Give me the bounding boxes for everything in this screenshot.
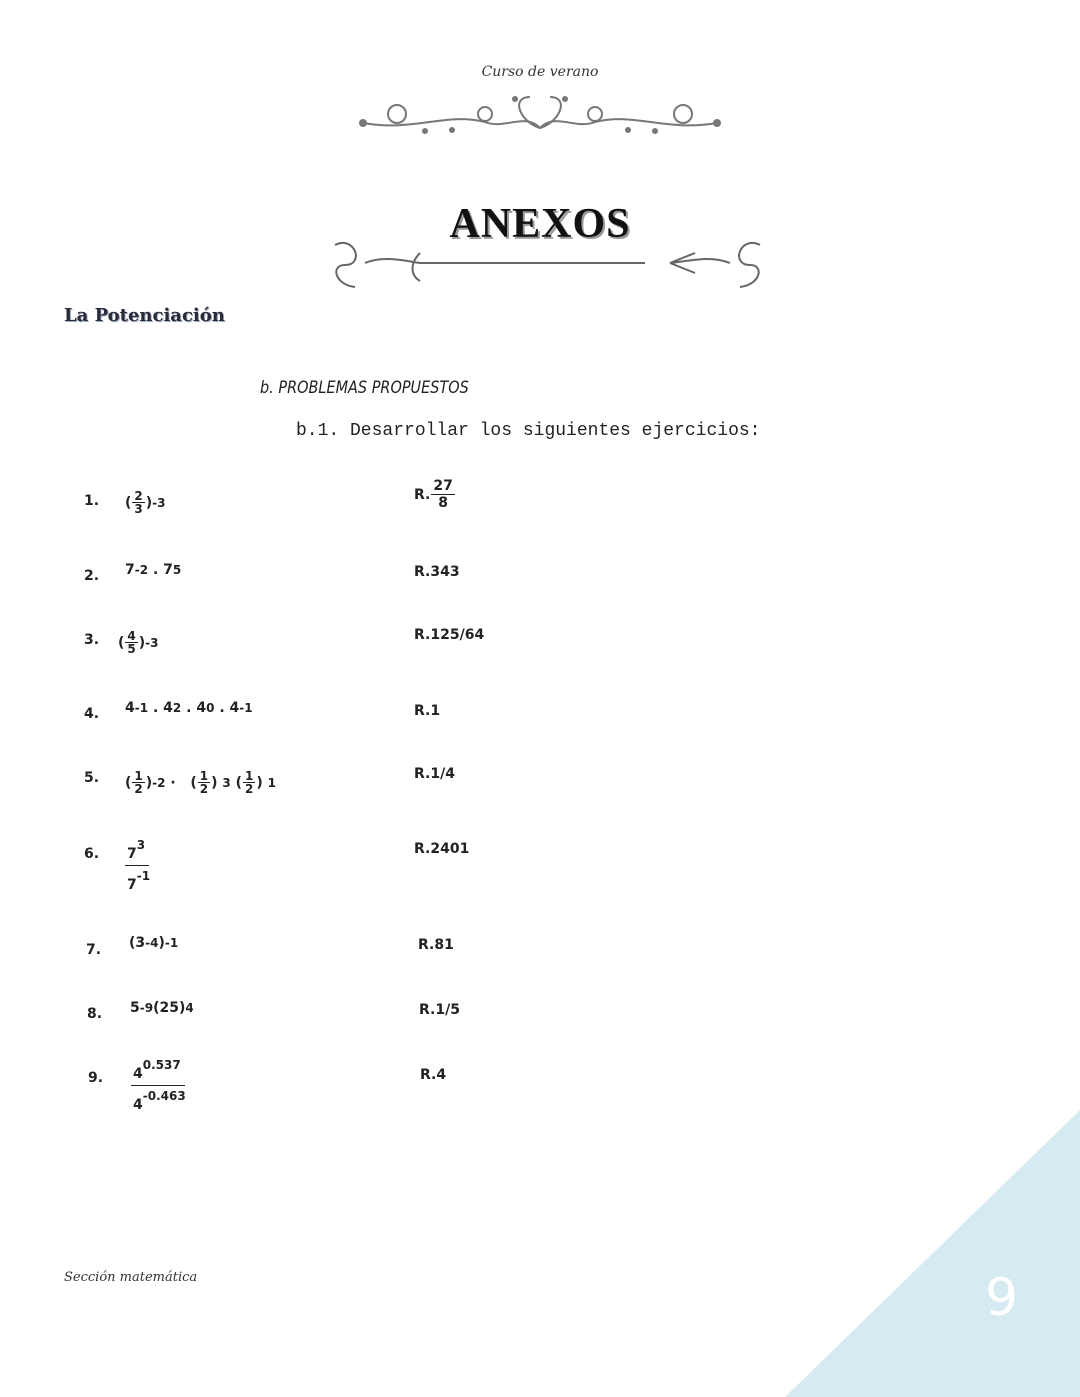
problem-answer: R. 1/5 — [419, 1002, 460, 1018]
header-title: Curso de verano — [481, 64, 599, 80]
problem-answer: R. 1 — [414, 703, 441, 719]
problem-answer: R. 1/4 — [414, 766, 455, 782]
problem-number: 8. — [87, 1006, 103, 1022]
problem-number: 7. — [86, 942, 102, 958]
problem-number: 6. — [84, 846, 100, 862]
problem-number: 9. — [88, 1070, 104, 1086]
problem-expression: 4 -1 . 4 2 . 4 0 . 4 -1 — [125, 700, 253, 716]
problem-expression: 7 -2 . 7 5 — [125, 562, 182, 578]
problem-number: 2. — [84, 568, 100, 584]
subsection-heading: b. PROBLEMAS PROPUESTOS — [260, 378, 469, 398]
problem-number: 5. — [84, 770, 100, 786]
main-title: ANEXOS — [449, 201, 631, 247]
instruction-text: b.1. Desarrollar los siguientes ejercicios: — [296, 421, 761, 441]
problem-answer: R. 27 8 — [414, 478, 453, 511]
problem-answer: R. 2401 — [414, 841, 470, 857]
problem-answer: R. 343 — [414, 564, 460, 580]
problem-number: 3. — [84, 632, 100, 648]
problem-expression: ( 4 5 ) -3 — [118, 629, 159, 656]
problem-answer: R. 81 — [418, 937, 454, 953]
problem-expression: ( 1 2 ) -2 · ( 1 2 ) 3 ( 1 2 ) 1 — [125, 769, 277, 796]
page-number: 9 — [985, 1268, 1019, 1328]
problem-number: 1. — [84, 493, 100, 509]
problem-answer: R. 125/64 — [414, 627, 485, 643]
problem-expression: 5 -9 (25) 4 — [130, 1000, 194, 1016]
section-heading: La Potenciación — [64, 305, 225, 326]
problem-expression: ( 2 3 ) -3 — [125, 489, 166, 516]
problem-number: 4. — [84, 706, 100, 722]
problem-expression: $7^3$ $7^{-1}$ — [127, 838, 151, 893]
problem-expression: ( 3 -4 ) -1 — [129, 935, 179, 951]
problem-answer: R. 4 — [420, 1067, 447, 1083]
problem-expression: $4^{0.537}$ $4^{-0.463}$ — [133, 1058, 186, 1113]
footer-text: Sección matemática — [64, 1270, 198, 1285]
